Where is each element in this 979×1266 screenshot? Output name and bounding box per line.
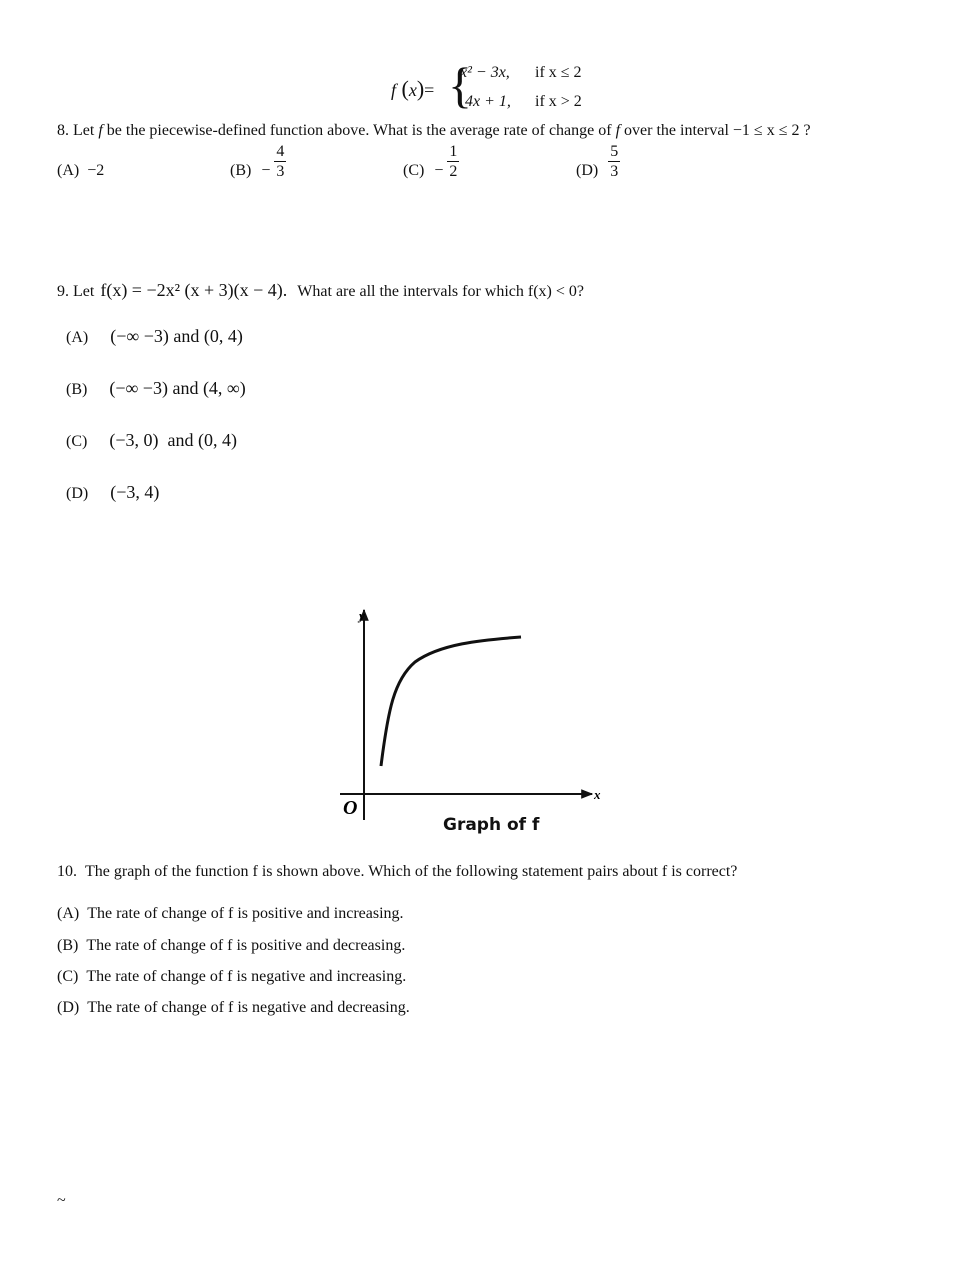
choice-text: The rate of change of f is positive and decreasing. <box>86 937 406 954</box>
q9-text-before: Let <box>73 283 95 300</box>
fraction-numerator: 4 <box>276 143 285 160</box>
q8-choice-b[interactable] <box>230 143 286 181</box>
choice-text: The rate of change of f is positive and increasing. <box>87 905 404 922</box>
lhs-f: f <box>391 80 397 100</box>
choice-sign: − <box>261 162 271 180</box>
q9-choice-d[interactable] <box>66 482 159 503</box>
choice-fraction <box>608 142 620 181</box>
choice-label: (B) <box>230 162 252 180</box>
q9-text-after: What are all the intervals for which <box>297 283 524 300</box>
lhs-eq: = <box>424 80 435 100</box>
q10-text: The graph of the function f is shown above. Which of the following statement pairs about f is correct? <box>85 863 738 880</box>
origin-label: O <box>343 797 358 819</box>
x-axis-label: x <box>594 787 601 802</box>
q8-f2: f <box>615 122 621 139</box>
choice-fraction <box>274 142 286 181</box>
choice-text: (−3, 4) <box>110 482 160 502</box>
q8-choice-c[interactable] <box>403 143 459 181</box>
choice-text: (−∞ −3) and (4, ∞) <box>109 378 246 398</box>
q10-choice-b[interactable] <box>57 937 405 955</box>
q10-number: 10. <box>57 863 77 880</box>
choice-text: The rate of change of f is negative and decreasing. <box>87 999 410 1016</box>
fraction-denominator: 3 <box>276 163 285 180</box>
fraction-numerator: 5 <box>610 143 619 160</box>
q9-number: 9. <box>57 283 69 300</box>
q8-number: 8. <box>57 122 69 139</box>
piecewise-brace: { <box>448 57 472 113</box>
choice-label: (C) <box>66 433 88 450</box>
choice-text: The rate of change of f is negative and increasing. <box>86 968 407 985</box>
choice-value: −2 <box>87 162 105 179</box>
q10-stem <box>57 863 737 881</box>
choice-label: (C) <box>403 162 425 180</box>
footer-mark: ~ <box>57 1192 66 1209</box>
choice-label: (B) <box>57 937 79 954</box>
q10-choice-d[interactable] <box>57 999 410 1017</box>
q9-stem <box>57 280 584 301</box>
q8-interval: −1 ≤ x ≤ 2 ? <box>732 122 811 139</box>
choice-label: (A) <box>66 329 89 346</box>
q8-choice-d[interactable] <box>576 143 620 181</box>
q9-choice-c[interactable] <box>66 430 237 451</box>
q10-choice-c[interactable] <box>57 968 406 986</box>
q9-function: f(x) = −2x² (x + 3)(x − 4). <box>100 280 288 300</box>
choice-label: (A) <box>57 162 80 179</box>
q8-text-mid: be the piecewise-defined function above. What is the average rate of change of <box>106 122 612 139</box>
q9-choice-a[interactable] <box>66 326 243 347</box>
choice-fraction <box>447 142 459 181</box>
choice-text: (−∞ −3) and (0, 4) <box>110 326 243 346</box>
q8-text-after: over the interval <box>624 122 729 139</box>
fraction-denominator: 3 <box>610 163 619 180</box>
q8-stem <box>57 122 811 140</box>
fraction-denominator: 2 <box>449 163 458 180</box>
choice-sign: − <box>434 162 444 180</box>
graph-caption: Graph of f <box>443 815 540 835</box>
piecewise-lhs: f (x)= <box>391 76 435 101</box>
fraction-numerator: 1 <box>449 143 458 160</box>
case1-expr: x² − 3x, <box>460 64 510 81</box>
q8-choice-a[interactable] <box>57 162 104 180</box>
q9-choice-b[interactable] <box>66 378 246 399</box>
case1-cond: if x ≤ 2 <box>535 64 582 81</box>
choice-label: (D) <box>66 485 89 502</box>
function-curve <box>381 637 521 766</box>
graph-of-f <box>330 600 620 830</box>
choice-label: (A) <box>57 905 80 922</box>
choice-label: (D) <box>576 162 599 180</box>
lhs-x: x <box>408 80 417 100</box>
y-axis-label: y <box>359 608 365 623</box>
q8-f1: f <box>98 122 103 139</box>
q9-condition: f(x) < 0? <box>527 283 584 300</box>
choice-text: (−3, 0) and (0, 4) <box>109 430 237 450</box>
choice-label: (C) <box>57 968 79 985</box>
case2-expr: 4x + 1, <box>465 93 511 110</box>
choice-label: (B) <box>66 381 88 398</box>
case2-cond: if x > 2 <box>535 93 582 110</box>
q8-text-before: Let <box>73 122 95 139</box>
q10-choice-a[interactable] <box>57 905 404 923</box>
choice-label: (D) <box>57 999 80 1016</box>
